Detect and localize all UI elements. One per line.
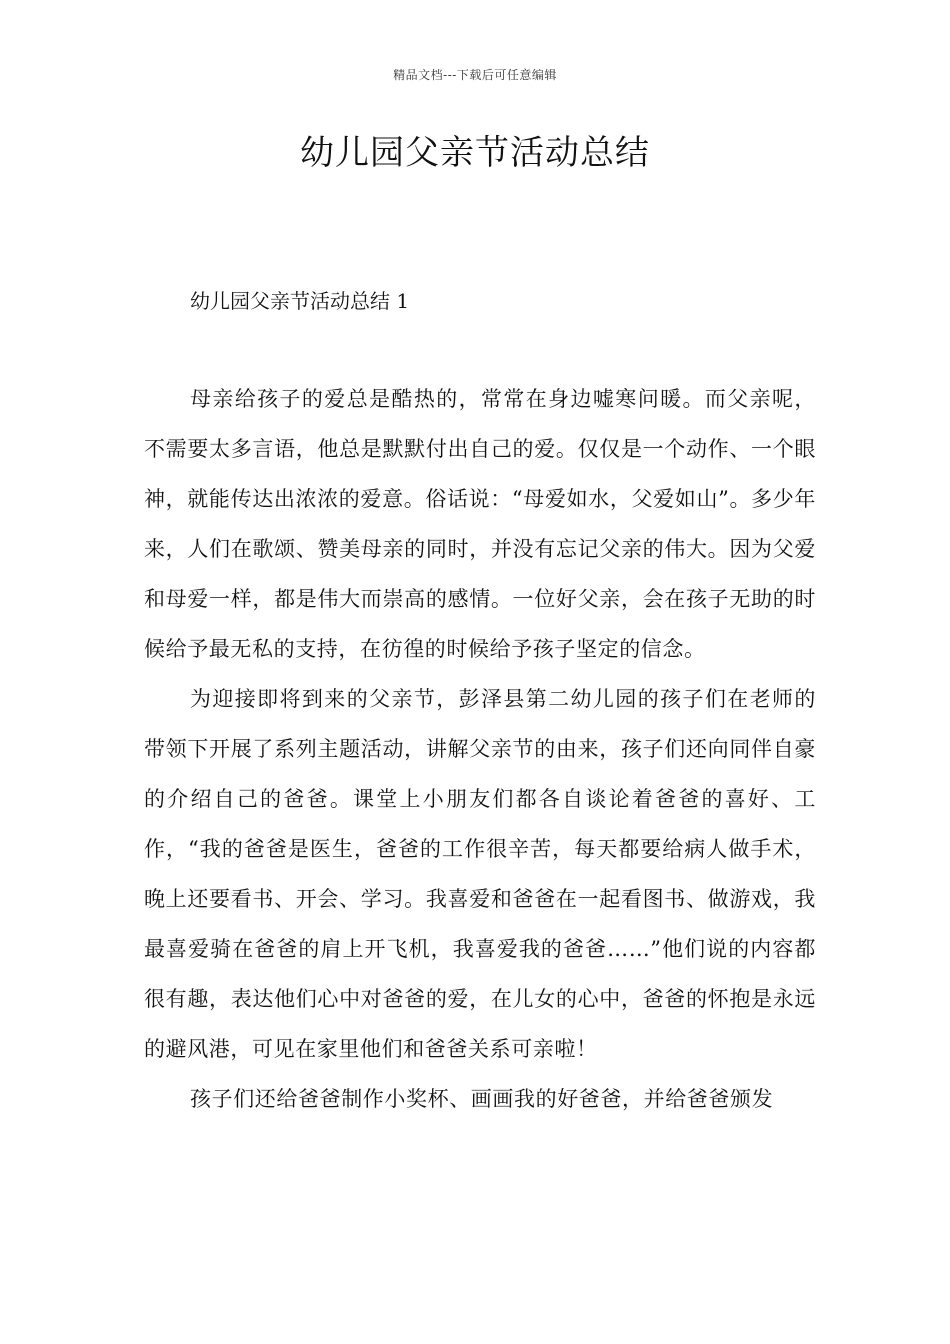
paragraph-3: 孩子们还给爸爸制作小奖杯、画画我的好爸爸，并给爸爸颁发 bbox=[190, 1087, 774, 1111]
paragraph-1: 母亲给孩子的爱总是酷热的，常常在身边嘘寒问暖。而父亲呢，不需要太多言语，他总是默默付出自己的爱。仅仅是一个动作、一个眼神，就能传达出浓浓的爱意。俗话说：“母爱如水，父爱如山”。多少年来，人们在歌颂、赞美母亲的同时，并没有忘记父亲的伟大。因为父爱和母爱一样，都是伟大而崇高的感情。一位好父亲，会在孩子无助的时候给予最无私的支持，在彷徨的时候给予孩子坚定的信念。 bbox=[144, 387, 816, 661]
header-note: 精品文档---下载后可任意编辑 bbox=[393, 68, 557, 82]
document-title: 幼儿园父亲节活动总结 bbox=[300, 133, 650, 173]
paragraph-2: 为迎接即将到来的父亲节，彭泽县第二幼儿园的孩子们在老师的带领下开展了系列主题活动，讲解父亲节的由来，孩子们还向同伴自豪的介绍自己的爸爸。课堂上小朋友们都各自谈论着爸爸的喜好、工作，“我的爸爸是医生，爸爸的工作很辛苦，每天都要给病人做手术，晚上还要看书、开会、学习。我喜爱和爸爸在一起看图书、做游戏，我最喜爱骑在爸爸的肩上开飞机，我喜爱我的爸爸……”他们说的内容都很有趣，表达他们心中对爸爸的爱，在儿女的心中，爸爸的怀抱是永远的避风港，可见在家里他们和爸爸关系可亲啦！ bbox=[144, 687, 816, 1061]
document-body bbox=[144, 374, 816, 1124]
section-heading: 幼儿园父亲节活动总结 1 bbox=[190, 289, 410, 313]
